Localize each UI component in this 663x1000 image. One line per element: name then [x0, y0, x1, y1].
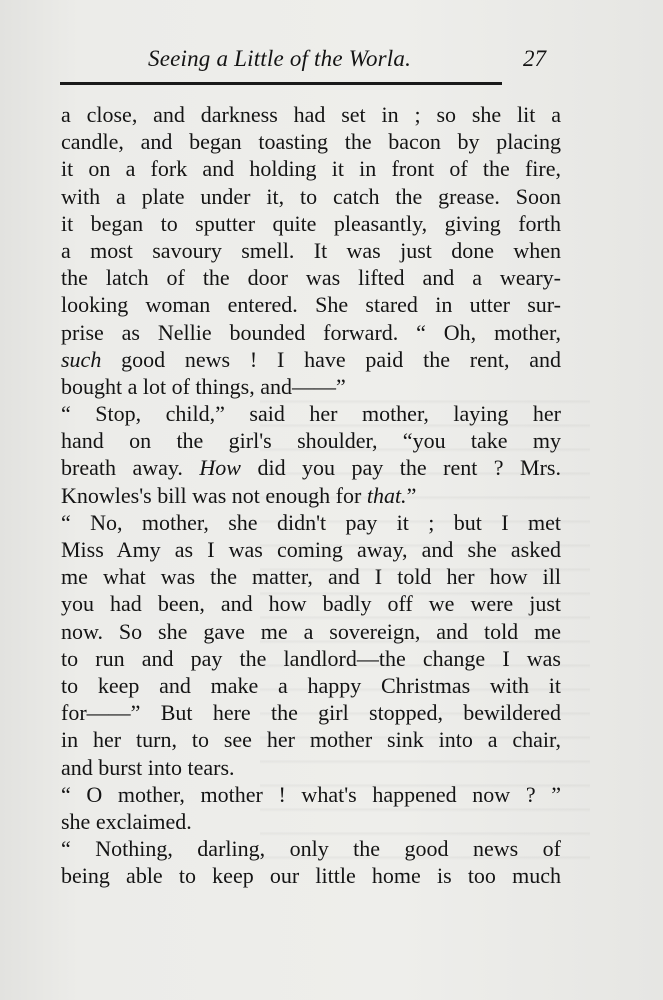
text-line: a most savoury smell. It was just done when	[61, 237, 561, 263]
text-line: and burst into tears.	[61, 754, 235, 780]
text-line	[61, 482, 561, 509]
text-run: Knowles's bill was not enough for	[61, 482, 367, 508]
text-line: you had been, and how badly off we were just	[61, 591, 561, 617]
text-line: with a plate under it, to catch the grease. Soon	[61, 183, 561, 209]
text-line: looking woman entered. She stared in utter sur-	[61, 292, 561, 318]
text-line: bought a lot of things, and——”	[61, 373, 346, 399]
text-line: Miss Amy as I was coming away, and she asked	[61, 537, 561, 562]
text-line: prise as Nellie bounded forward. “ Oh, mother,	[61, 319, 561, 345]
text-line: a close, and darkness had set in ; so she lit a	[61, 102, 561, 127]
text-run: ”	[406, 482, 417, 508]
text-line: being able to keep our little home is too much	[61, 863, 561, 889]
text-run: did you pay the rent ? Mrs.	[240, 455, 561, 481]
text-line: hand on the girl's shoulder, “you take my	[61, 428, 561, 454]
text-line: “ Stop, child,” said her mother, laying her	[61, 401, 561, 427]
text-line: to run and pay the landlord—the change I was	[61, 645, 561, 671]
text-run: breath away.	[61, 455, 200, 481]
text-line: in her turn, to see her mother sink into a chair,	[61, 727, 561, 753]
text-line	[61, 454, 561, 481]
running-title: Seeing a Little of the Worla.	[148, 46, 412, 71]
page-number: 27	[523, 46, 546, 71]
text-line	[61, 346, 561, 373]
running-head	[60, 44, 560, 80]
text-line: me what was the matter, and I told her how ill	[61, 564, 561, 590]
text-line: it began to sputter quite pleasantly, giving forth	[61, 210, 561, 236]
text-line: “ O mother, mother ! what's happened now ? ”	[61, 781, 561, 807]
text-line: “ Nothing, darling, only the good news of	[61, 836, 561, 862]
emphasis-text: How	[199, 455, 241, 481]
header-rule	[60, 82, 502, 85]
text-line: for——” But here the girl stopped, bewildered	[61, 700, 561, 726]
text-line: the latch of the door was lifted and a weary-	[61, 265, 561, 291]
emphasis-text: that.	[366, 482, 407, 508]
text-line: now. So she gave me a sovereign, and told me	[61, 618, 561, 644]
text-line: “ No, mother, she didn't pay it ; but I met	[61, 509, 561, 535]
text-line: it on a fork and holding it in front of the fire,	[61, 156, 561, 182]
text-line: she exclaimed.	[61, 808, 192, 834]
text-line: candle, and began toasting the bacon by placing	[61, 129, 561, 155]
emphasis-text: such	[61, 346, 102, 372]
text-run: good news ! I have paid the rent, and	[101, 346, 561, 372]
body-text	[61, 101, 561, 889]
text-line: to keep and make a happy Christmas with it	[61, 672, 561, 698]
